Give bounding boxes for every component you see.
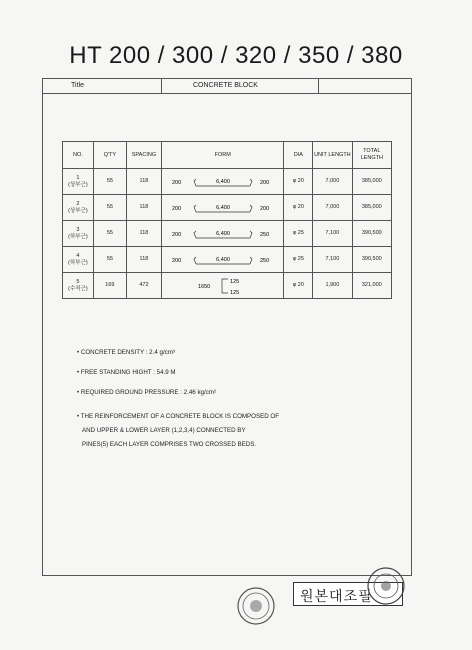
cell-form	[162, 195, 284, 221]
cell-spacing	[126, 247, 161, 273]
header-no: NO.	[63, 142, 94, 169]
cell-total-length	[352, 221, 391, 247]
form-bend-line	[250, 231, 252, 238]
title-divider	[161, 79, 162, 93]
title-value: CONCRETE BLOCK	[193, 82, 258, 89]
note-reinforcement-1: • THE REINFORCEMENT OF A CONCRETE BLOCK IS COMPOSED OF	[77, 413, 280, 420]
header-unit-length: UNIT LENGTH	[313, 142, 352, 169]
spacing-value: 118	[139, 230, 149, 237]
form-left-dim: 200	[171, 179, 181, 186]
qty-value: 169	[105, 282, 115, 289]
cell-no	[63, 273, 94, 299]
cell-qty	[93, 169, 126, 195]
row-number: 3	[76, 226, 80, 233]
note-reinforcement-2: AND UPPER & LOWER LAYER (1,2,3,4) CONNECTED BY	[82, 427, 246, 434]
stamp-text: 원본대조필	[300, 589, 373, 605]
cell-dia	[284, 169, 313, 195]
form-bend-line	[250, 205, 252, 212]
row-number: 5	[76, 278, 80, 285]
round-seal-icon	[366, 566, 406, 606]
qty-value: 55	[106, 178, 113, 185]
table-row	[63, 169, 392, 195]
form-hook-line	[222, 279, 228, 293]
spacing-value: 118	[139, 256, 149, 263]
cell-spacing	[126, 169, 161, 195]
cell-form	[162, 169, 284, 195]
row-number-sub: (하부근)	[68, 259, 88, 266]
form-bend-line	[194, 257, 196, 264]
cell-unit-length	[313, 247, 352, 273]
note-standing-height: • FREE STANDING HIGHT : 54.9 M	[77, 369, 176, 376]
form-right-dim: 200	[259, 205, 269, 212]
rebar-table	[62, 141, 392, 299]
row-number: 2	[76, 200, 80, 207]
form-right-dim: 250	[259, 231, 269, 238]
note-density: • CONCRETE DENSITY : 2.4 g/cm³	[77, 349, 175, 356]
title-divider	[318, 79, 319, 93]
qty-value: 55	[106, 204, 113, 211]
header-spacing: SPACING	[126, 142, 161, 169]
form-bend-line	[194, 179, 196, 186]
cell-form	[162, 247, 284, 273]
cell-dia	[284, 247, 313, 273]
cell-unit-length	[313, 169, 352, 195]
cell-qty	[93, 221, 126, 247]
form-right-dim: 250	[259, 257, 269, 264]
cell-no	[63, 221, 94, 247]
cell-spacing	[126, 195, 161, 221]
cell-total-length	[352, 247, 391, 273]
form-bend-line	[250, 257, 252, 264]
form-left-dim: 200	[171, 257, 181, 264]
row-number-sub: (상부근)	[68, 181, 88, 188]
form-mid-dim: 6,400	[215, 256, 230, 263]
row-number-sub: (상부근)	[68, 207, 88, 214]
cell-dia	[284, 273, 313, 299]
form-mid-dim: 6,400	[215, 178, 230, 185]
unit-length-value: 1,900	[325, 282, 340, 289]
spacing-value: 118	[139, 204, 149, 211]
cell-no	[63, 247, 94, 273]
cell-unit-length	[313, 195, 352, 221]
title-row	[43, 79, 411, 94]
cell-qty	[93, 273, 126, 299]
form-right-dim: 200	[259, 179, 269, 186]
header-dia: DIA	[284, 142, 313, 169]
cell-unit-length	[313, 273, 352, 299]
total-length-value: 385,000	[361, 204, 382, 211]
dia-value: φ 20	[292, 204, 304, 211]
header-qty: Q'TY	[93, 142, 126, 169]
cell-total-length	[352, 195, 391, 221]
cell-form	[162, 221, 284, 247]
header-form: FORM	[162, 142, 284, 169]
total-length-value: 390,500	[361, 256, 382, 263]
document-title: HT 200 / 300 / 320 / 350 / 380	[69, 42, 403, 69]
table-row	[63, 195, 392, 221]
cell-total-length	[352, 169, 391, 195]
row-number-sub: (하부근)	[68, 233, 88, 240]
total-length-value: 385,000	[361, 178, 382, 185]
form-mid-dim: 6,400	[215, 230, 230, 237]
cell-no	[63, 195, 94, 221]
dia-value: φ 25	[292, 230, 304, 237]
spacing-value: 118	[139, 178, 149, 185]
header-total-length: TOTAL LENGTH	[352, 142, 391, 169]
cell-spacing	[126, 221, 161, 247]
form-left-dim: 200	[171, 231, 181, 238]
dia-value: φ 20	[292, 282, 304, 289]
total-length-value: 321,000	[361, 282, 382, 289]
round-seal-icon	[236, 586, 276, 626]
row-number: 1	[76, 174, 80, 181]
form-bend-line	[250, 179, 252, 186]
unit-length-value: 7,100	[325, 230, 340, 237]
form-bottom-dim: 125	[229, 289, 239, 296]
cell-dia	[284, 195, 313, 221]
table-row	[63, 221, 392, 247]
table-row	[63, 273, 392, 299]
cell-dia	[284, 221, 313, 247]
form-bend-line	[194, 205, 196, 212]
note-ground-pressure: • REQUIRED GROUND PRESSURE : 2.46 kg/cm²	[77, 389, 217, 396]
cell-form	[162, 273, 284, 299]
dia-value: φ 25	[292, 256, 304, 263]
cell-qty	[93, 247, 126, 273]
unit-length-value: 7,000	[325, 178, 340, 185]
form-top-dim: 125	[229, 278, 239, 285]
cell-no	[63, 169, 94, 195]
spacing-value: 472	[139, 282, 149, 289]
cell-total-length	[352, 273, 391, 299]
unit-length-value: 7,000	[325, 204, 340, 211]
table-header-row	[63, 142, 392, 169]
row-number-sub: (수직근)	[68, 285, 88, 292]
cell-spacing	[126, 273, 161, 299]
form-left-dim: 1650	[197, 283, 210, 290]
form-mid-dim: 6,400	[215, 204, 230, 211]
unit-length-value: 7,100	[325, 256, 340, 263]
cell-qty	[93, 195, 126, 221]
qty-value: 55	[106, 230, 113, 237]
table-row	[63, 247, 392, 273]
form-left-dim: 200	[171, 205, 181, 212]
drawing-frame	[42, 78, 412, 576]
row-number: 4	[76, 252, 80, 259]
dia-value: φ 20	[292, 178, 304, 185]
qty-value: 55	[106, 256, 113, 263]
note-reinforcement-3: PINES(5) EACH LAYER COMPRISES TWO CROSSED BEDS.	[82, 441, 257, 448]
total-length-value: 390,500	[361, 230, 382, 237]
form-bend-line	[194, 231, 196, 238]
title-label: Title	[71, 82, 84, 89]
cell-unit-length	[313, 221, 352, 247]
